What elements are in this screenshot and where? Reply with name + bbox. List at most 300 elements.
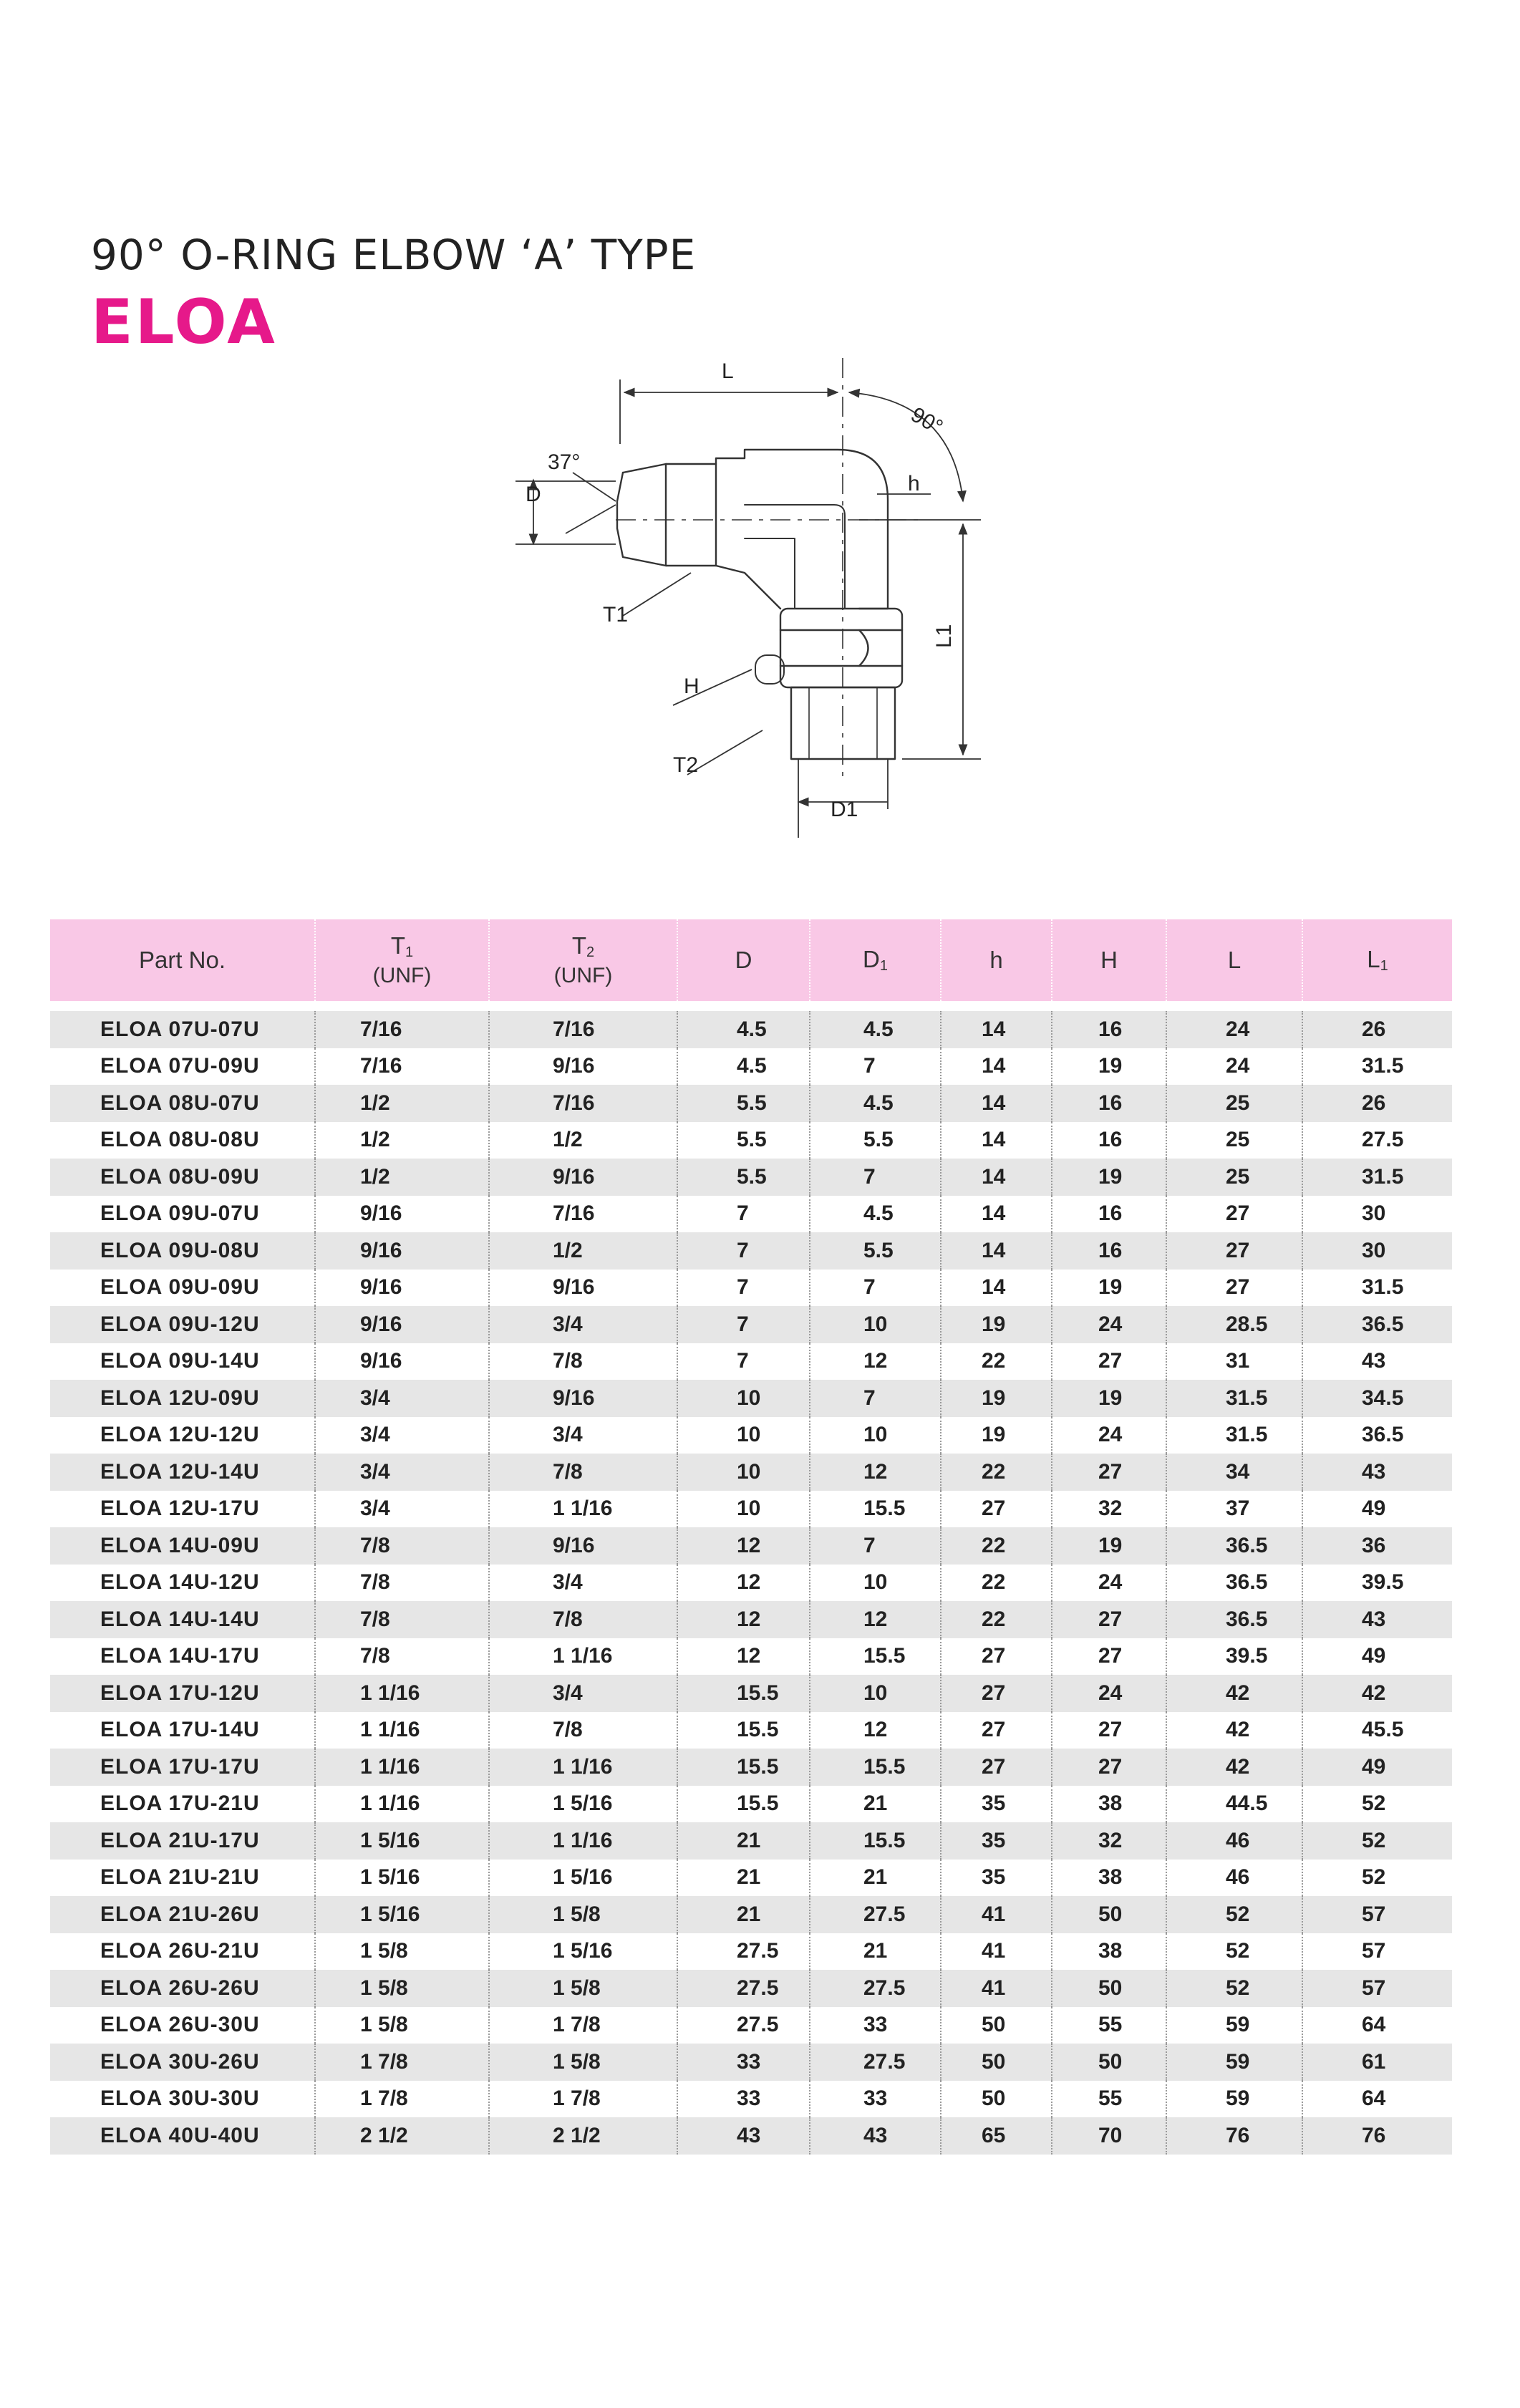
table-cell: 7/8 (489, 1343, 677, 1381)
table-cell: 59 (1166, 2081, 1302, 2118)
table-cell: 50 (941, 2007, 1052, 2044)
table-cell: 14 (941, 1196, 1052, 1233)
dim-label-D1: D1 (831, 798, 858, 821)
table-cell: 49 (1302, 1638, 1452, 1676)
table-row (50, 1380, 1452, 1417)
table-row (50, 1491, 1452, 1528)
table-cell: 10 (810, 1675, 941, 1712)
table-cell: 9/16 (315, 1232, 489, 1270)
part-number-cell: ELOA 12U-14U (50, 1454, 315, 1491)
dim-label-90: 90° (906, 402, 947, 440)
column-header-label: D (735, 947, 752, 974)
dim-label-L1: L1 (932, 624, 956, 648)
table-cell: 41 (941, 1896, 1052, 1933)
table-cell: 4.5 (677, 1011, 810, 1048)
table-row (50, 1970, 1452, 2007)
table-cell: 70 (1052, 2117, 1166, 2155)
table-cell: 25 (1166, 1159, 1302, 1196)
table-cell: 45.5 (1302, 1712, 1452, 1749)
table-cell: 44.5 (1166, 1786, 1302, 1823)
table-cell: 55 (1052, 2007, 1166, 2044)
table-row (50, 2081, 1452, 2118)
table-cell: 7/8 (315, 1638, 489, 1676)
table-cell: 27 (1052, 1638, 1166, 1676)
table-cell: 30 (1302, 1196, 1452, 1233)
part-number-cell: ELOA 14U-09U (50, 1527, 315, 1565)
column-header-label: T (390, 932, 406, 959)
table-cell: 7 (677, 1343, 810, 1381)
table-cell: 24 (1052, 1306, 1166, 1343)
column-header-unit: (UNF) (553, 963, 613, 987)
table-row (50, 1675, 1452, 1712)
table-cell: 43 (810, 2117, 941, 2155)
table-cell: 21 (810, 1933, 941, 1971)
table-row (50, 1343, 1452, 1381)
part-number-cell: ELOA 26U-26U (50, 1970, 315, 2007)
table-cell: 9/16 (489, 1527, 677, 1565)
table-cell: 43 (1302, 1601, 1452, 1638)
table-cell: 1 5/16 (489, 1786, 677, 1823)
table-cell: 19 (1052, 1048, 1166, 1085)
part-number-cell: ELOA 21U-26U (50, 1896, 315, 1933)
table-cell: 1 5/8 (315, 1970, 489, 2007)
table-cell: 12 (810, 1454, 941, 1491)
elbow-fitting-diagram (501, 351, 1017, 852)
column-header-label: H (1100, 947, 1118, 974)
table-cell: 35 (941, 1822, 1052, 1860)
part-number-cell: ELOA 30U-26U (50, 2044, 315, 2081)
table-cell: 9/16 (489, 1380, 677, 1417)
column-header (1302, 919, 1452, 1001)
header-spacer (50, 1001, 1452, 1011)
part-number-cell: ELOA 09U-09U (50, 1270, 315, 1307)
column-header-subscript: 1 (405, 944, 414, 960)
table-cell: 14 (941, 1048, 1052, 1085)
part-number-cell: ELOA 17U-14U (50, 1712, 315, 1749)
dim-label-L: L (722, 359, 734, 383)
table-row (50, 1712, 1452, 1749)
table-cell: 31 (1166, 1343, 1302, 1381)
table-cell: 1 1/16 (315, 1749, 489, 1786)
table-cell: 9/16 (315, 1306, 489, 1343)
table-cell: 24 (1166, 1011, 1302, 1048)
table-cell: 27 (1052, 1712, 1166, 1749)
table-cell: 42 (1302, 1675, 1452, 1712)
column-header (1166, 919, 1302, 1001)
table-row (50, 1122, 1452, 1159)
table-row (50, 1270, 1452, 1307)
table-cell: 1 7/8 (315, 2081, 489, 2118)
part-number-cell: ELOA 09U-14U (50, 1343, 315, 1381)
part-number-cell: ELOA 07U-09U (50, 1048, 315, 1085)
table-cell: 43 (1302, 1343, 1452, 1381)
table-cell: 31.5 (1302, 1048, 1452, 1085)
table-cell: 1 7/8 (315, 2044, 489, 2081)
table-cell: 31.5 (1166, 1380, 1302, 1417)
table-row (50, 1527, 1452, 1565)
table-row (50, 1638, 1452, 1676)
dim-label-D: D (526, 483, 541, 506)
table-cell: 27 (1166, 1196, 1302, 1233)
table-cell: 16 (1052, 1011, 1166, 1048)
table-row (50, 1232, 1452, 1270)
part-number-cell: ELOA 17U-21U (50, 1786, 315, 1823)
table-cell: 57 (1302, 1970, 1452, 2007)
table-cell: 9/16 (315, 1270, 489, 1307)
table-cell: 50 (1052, 2044, 1166, 2081)
table-cell: 27 (1052, 1601, 1166, 1638)
table-cell: 2 1/2 (489, 2117, 677, 2155)
table-cell: 38 (1052, 1860, 1166, 1897)
table-cell: 19 (1052, 1380, 1166, 1417)
table-cell: 27 (1052, 1749, 1166, 1786)
dim-label-h: h (908, 472, 920, 495)
table-cell: 1 5/16 (315, 1896, 489, 1933)
table-cell: 31.5 (1166, 1417, 1302, 1454)
table-cell: 1/2 (315, 1085, 489, 1122)
table-cell: 3/4 (489, 1417, 677, 1454)
table-cell: 27 (941, 1749, 1052, 1786)
table-cell: 14 (941, 1085, 1052, 1122)
table-cell: 31.5 (1302, 1270, 1452, 1307)
table-cell: 7 (677, 1306, 810, 1343)
table-cell: 15.5 (810, 1749, 941, 1786)
table-cell: 19 (1052, 1270, 1166, 1307)
table-cell: 10 (810, 1417, 941, 1454)
table-cell: 64 (1302, 2007, 1452, 2044)
table-cell: 19 (941, 1380, 1052, 1417)
table-row (50, 1601, 1452, 1638)
table-cell: 14 (941, 1159, 1052, 1196)
table-cell: 52 (1166, 1933, 1302, 1971)
column-header-subscript: 2 (586, 944, 595, 960)
table-cell: 7/8 (489, 1601, 677, 1638)
column-header (489, 919, 677, 1001)
table-row (50, 1822, 1452, 1860)
table-cell: 21 (677, 1896, 810, 1933)
table-cell: 61 (1302, 2044, 1452, 2081)
column-header (50, 919, 315, 1001)
table-cell: 76 (1166, 2117, 1302, 2155)
part-number-cell: ELOA 26U-30U (50, 2007, 315, 2044)
table-row (50, 1454, 1452, 1491)
table-cell: 76 (1302, 2117, 1452, 2155)
column-header (1052, 919, 1166, 1001)
table-cell: 1 1/16 (489, 1749, 677, 1786)
table-cell: 12 (677, 1565, 810, 1602)
table-row (50, 2117, 1452, 2155)
column-header-label: Part No. (138, 947, 226, 974)
table-cell: 12 (677, 1601, 810, 1638)
table-cell: 16 (1052, 1122, 1166, 1159)
table-cell: 1 5/8 (315, 1933, 489, 1971)
table-cell: 24 (1052, 1565, 1166, 1602)
part-number-cell: ELOA 14U-14U (50, 1601, 315, 1638)
table-cell: 43 (1302, 1454, 1452, 1491)
page-subtitle: 90° O-RING ELBOW ‘A’ TYPE (91, 231, 697, 279)
table-cell: 7 (810, 1270, 941, 1307)
table-cell: 7 (810, 1159, 941, 1196)
table-cell: 46 (1166, 1860, 1302, 1897)
table-cell: 16 (1052, 1085, 1166, 1122)
table-cell: 3/4 (315, 1491, 489, 1528)
column-header-label: T (571, 932, 587, 959)
table-cell: 65 (941, 2117, 1052, 2155)
table-cell: 1 5/8 (489, 1896, 677, 1933)
table-cell: 24 (1052, 1675, 1166, 1712)
part-number-cell: ELOA 17U-17U (50, 1749, 315, 1786)
table-cell: 7/8 (489, 1712, 677, 1749)
table-cell: 27.5 (677, 1970, 810, 2007)
spacer-cell (50, 1001, 1452, 1011)
table-cell: 1/2 (489, 1122, 677, 1159)
table-cell: 42 (1166, 1749, 1302, 1786)
table-cell: 7 (810, 1380, 941, 1417)
table-cell: 19 (1052, 1527, 1166, 1565)
table-cell: 3/4 (315, 1454, 489, 1491)
table-cell: 9/16 (315, 1196, 489, 1233)
table-cell: 10 (810, 1565, 941, 1602)
table-cell: 36.5 (1302, 1306, 1452, 1343)
table-cell: 41 (941, 1933, 1052, 1971)
table-cell: 52 (1302, 1786, 1452, 1823)
table-cell: 14 (941, 1232, 1052, 1270)
table-cell: 33 (677, 2081, 810, 2118)
table-body (50, 1001, 1452, 2155)
column-header-label: D (863, 946, 880, 972)
table-cell: 22 (941, 1601, 1052, 1638)
table-cell: 1 1/16 (489, 1822, 677, 1860)
table-cell: 1 7/8 (489, 2081, 677, 2118)
table-cell: 4.5 (677, 1048, 810, 1085)
table-cell: 22 (941, 1565, 1052, 1602)
table-row (50, 1159, 1452, 1196)
specification-table (50, 919, 1452, 2155)
table-cell: 7/16 (489, 1011, 677, 1048)
part-number-cell: ELOA 08U-08U (50, 1122, 315, 1159)
table-cell: 22 (941, 1454, 1052, 1491)
table-cell: 38 (1052, 1786, 1166, 1823)
part-number-cell: ELOA 21U-17U (50, 1822, 315, 1860)
table-row (50, 2044, 1452, 2081)
table-cell: 5.5 (677, 1122, 810, 1159)
table-cell: 12 (810, 1601, 941, 1638)
table-cell: 1/2 (315, 1159, 489, 1196)
table-cell: 1 5/16 (489, 1860, 677, 1897)
table-cell: 21 (810, 1860, 941, 1897)
table-cell: 1 1/16 (489, 1491, 677, 1528)
table-cell: 27 (941, 1491, 1052, 1528)
table-cell: 27 (1052, 1343, 1166, 1381)
table-cell: 16 (1052, 1196, 1166, 1233)
table-cell: 3/4 (489, 1675, 677, 1712)
table-cell: 32 (1052, 1491, 1166, 1528)
table-cell: 9/16 (489, 1270, 677, 1307)
table-row (50, 1011, 1452, 1048)
table-cell: 24 (1052, 1417, 1166, 1454)
part-number-cell: ELOA 08U-09U (50, 1159, 315, 1196)
table-cell: 43 (677, 2117, 810, 2155)
table-cell: 22 (941, 1527, 1052, 1565)
table-cell: 7 (810, 1048, 941, 1085)
table-cell: 59 (1166, 2044, 1302, 2081)
column-header-label: L (1227, 947, 1241, 974)
table-cell: 1 5/16 (315, 1822, 489, 1860)
table-cell: 19 (941, 1417, 1052, 1454)
table-row (50, 1786, 1452, 1823)
table-cell: 4.5 (810, 1011, 941, 1048)
table-cell: 32 (1052, 1822, 1166, 1860)
dim-label-H: H (684, 674, 700, 698)
table-cell: 36.5 (1166, 1565, 1302, 1602)
table-cell: 3/4 (489, 1306, 677, 1343)
part-number-cell: ELOA 08U-07U (50, 1085, 315, 1122)
column-header-label: h (989, 947, 1003, 974)
table-cell: 1 1/16 (315, 1675, 489, 1712)
table-cell: 12 (677, 1638, 810, 1676)
table-cell: 49 (1302, 1749, 1452, 1786)
table-cell: 39.5 (1166, 1638, 1302, 1676)
table-cell: 10 (677, 1380, 810, 1417)
table-cell: 52 (1302, 1860, 1452, 1897)
table-cell: 4.5 (810, 1085, 941, 1122)
table-cell: 1/2 (489, 1232, 677, 1270)
table-row (50, 1749, 1452, 1786)
table-cell: 27 (941, 1712, 1052, 1749)
table-cell: 33 (810, 2081, 941, 2118)
table-cell: 19 (1052, 1159, 1166, 1196)
part-number-cell: ELOA 40U-40U (50, 2117, 315, 2155)
part-number-cell: ELOA 26U-21U (50, 1933, 315, 1971)
table-cell: 1 7/8 (489, 2007, 677, 2044)
table-row (50, 2007, 1452, 2044)
table-cell: 26 (1302, 1011, 1452, 1048)
table-cell: 3/4 (315, 1417, 489, 1454)
part-number-cell: ELOA 17U-12U (50, 1675, 315, 1712)
table-cell: 14 (941, 1122, 1052, 1159)
table-cell: 16 (1052, 1232, 1166, 1270)
part-number-cell: ELOA 14U-17U (50, 1638, 315, 1676)
table-cell: 1/2 (315, 1122, 489, 1159)
table-cell: 37 (1166, 1491, 1302, 1528)
table-cell: 5.5 (677, 1085, 810, 1122)
table-cell: 27.5 (810, 2044, 941, 2081)
table-cell: 38 (1052, 1933, 1166, 1971)
table-cell: 5.5 (677, 1159, 810, 1196)
table-cell: 57 (1302, 1933, 1452, 1971)
table-cell: 21 (677, 1860, 810, 1897)
table-cell: 31.5 (1302, 1159, 1452, 1196)
part-number-cell: ELOA 12U-17U (50, 1491, 315, 1528)
table-cell: 25 (1166, 1085, 1302, 1122)
table-row (50, 1196, 1452, 1233)
table-cell: 49 (1302, 1491, 1452, 1528)
table-cell: 33 (677, 2044, 810, 2081)
dim-label-37: 37° (548, 450, 581, 474)
table-cell: 12 (810, 1712, 941, 1749)
table-cell: 22 (941, 1343, 1052, 1381)
table-cell: 27.5 (677, 1933, 810, 1971)
table-cell: 1 5/8 (315, 2007, 489, 2044)
table-cell: 4.5 (810, 1196, 941, 1233)
column-header-label: L (1367, 946, 1380, 972)
table-row (50, 1417, 1452, 1454)
table-cell: 59 (1166, 2007, 1302, 2044)
table-cell: 15.5 (677, 1712, 810, 1749)
table-cell: 15.5 (810, 1491, 941, 1528)
table-cell: 10 (810, 1306, 941, 1343)
table-cell: 52 (1302, 1822, 1452, 1860)
part-number-cell: ELOA 12U-12U (50, 1417, 315, 1454)
table-cell: 27.5 (1302, 1122, 1452, 1159)
column-header (941, 919, 1052, 1001)
table-cell: 9/16 (489, 1159, 677, 1196)
table-cell: 50 (941, 2081, 1052, 2118)
table-row (50, 1565, 1452, 1602)
table-cell: 14 (941, 1270, 1052, 1307)
table-cell: 41 (941, 1970, 1052, 2007)
table-cell: 14 (941, 1011, 1052, 1048)
table-cell: 27 (941, 1638, 1052, 1676)
table-cell: 9/16 (315, 1343, 489, 1381)
table-row (50, 1306, 1452, 1343)
table-cell: 19 (941, 1306, 1052, 1343)
table-cell: 27 (941, 1675, 1052, 1712)
page-title: ELOA (91, 286, 277, 358)
table-cell: 50 (941, 2044, 1052, 2081)
table-cell: 7/8 (489, 1454, 677, 1491)
table-cell: 52 (1166, 1896, 1302, 1933)
column-header-subscript: 1 (1380, 958, 1388, 974)
table-cell: 15.5 (810, 1822, 941, 1860)
table-cell: 2 1/2 (315, 2117, 489, 2155)
table-cell: 50 (1052, 1970, 1166, 2007)
table-cell: 7/8 (315, 1601, 489, 1638)
column-header (315, 919, 489, 1001)
part-number-cell: ELOA 09U-08U (50, 1232, 315, 1270)
table-cell: 46 (1166, 1822, 1302, 1860)
table-cell: 7/16 (315, 1011, 489, 1048)
part-number-cell: ELOA 14U-12U (50, 1565, 315, 1602)
table-cell: 21 (810, 1786, 941, 1823)
table-cell: 27.5 (810, 1896, 941, 1933)
table-row (50, 1048, 1452, 1085)
part-number-cell: ELOA 07U-07U (50, 1011, 315, 1048)
table-cell: 35 (941, 1860, 1052, 1897)
table-cell: 7/16 (489, 1085, 677, 1122)
table-cell: 33 (810, 2007, 941, 2044)
table-cell: 15.5 (677, 1749, 810, 1786)
table-cell: 1 1/16 (315, 1712, 489, 1749)
table-cell: 5.5 (810, 1122, 941, 1159)
part-number-cell: ELOA 30U-30U (50, 2081, 315, 2118)
column-header-subscript: 1 (879, 958, 888, 974)
table-cell: 15.5 (677, 1786, 810, 1823)
table-cell: 55 (1052, 2081, 1166, 2118)
table-cell: 7/16 (489, 1196, 677, 1233)
table-cell: 52 (1166, 1970, 1302, 2007)
table-cell: 10 (677, 1454, 810, 1491)
column-header (810, 919, 941, 1001)
table-cell: 9/16 (489, 1048, 677, 1085)
table-cell: 1 5/8 (489, 1970, 677, 2007)
table-cell: 64 (1302, 2081, 1452, 2118)
table-cell: 27.5 (810, 1970, 941, 2007)
table-cell: 5.5 (810, 1232, 941, 1270)
table-cell: 1 1/16 (489, 1638, 677, 1676)
part-number-cell: ELOA 12U-09U (50, 1380, 315, 1417)
table-cell: 27 (1052, 1454, 1166, 1491)
